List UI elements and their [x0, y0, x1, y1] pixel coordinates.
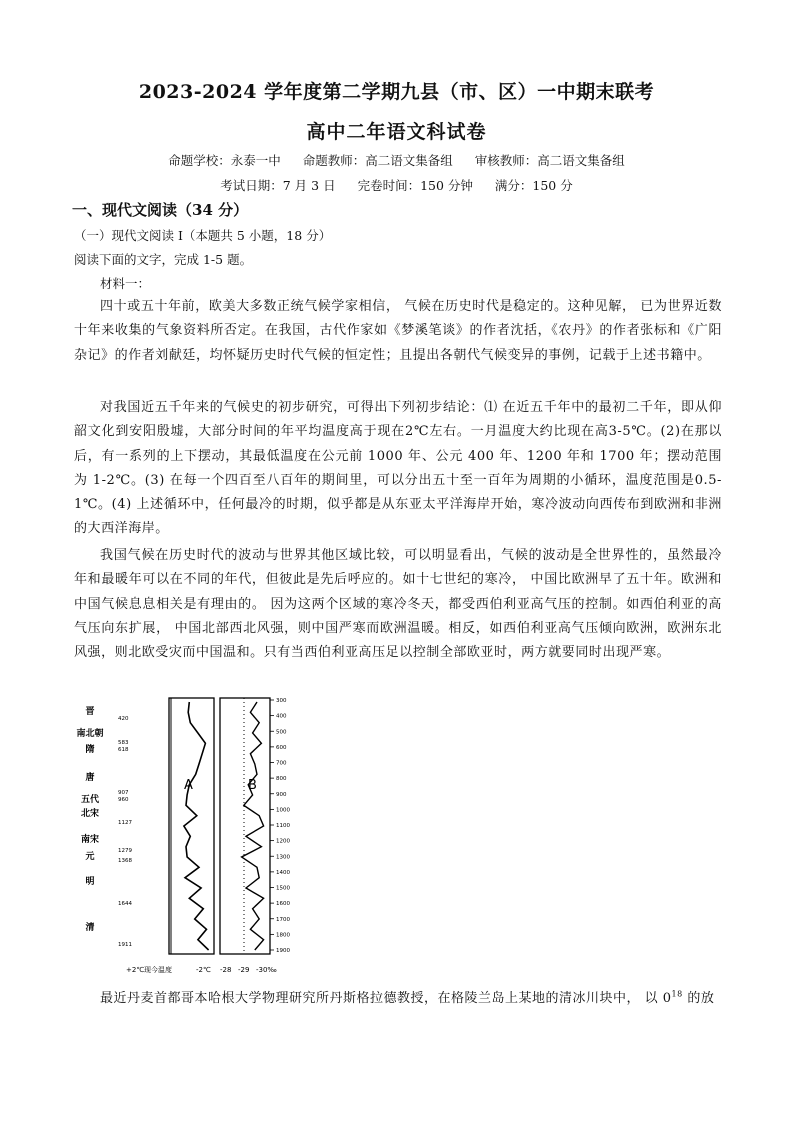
year-tick-left: 420 [118, 716, 129, 722]
series-b-line [242, 702, 264, 950]
label-b: B [248, 778, 257, 793]
year-tick-right: 800 [276, 776, 287, 783]
year-tick-right: 1800 [276, 932, 290, 939]
label-a: A [184, 778, 193, 793]
caption-line [100, 987, 714, 1006]
year-tick-right: 700 [276, 760, 287, 767]
dynasty-label: 元 [85, 852, 95, 862]
year-tick-left: 583 [118, 740, 129, 746]
school-info: 命题学校：永泰一中 [168, 153, 281, 168]
caption-tail: 的放 [682, 991, 715, 1006]
setter-info [0, 151, 793, 169]
exam-score: 满分：150 分 [494, 178, 573, 193]
year-tick-right: 1600 [276, 901, 290, 908]
year-tick-right: 1000 [276, 807, 290, 814]
year-tick-right: 1200 [276, 838, 290, 845]
year-tick-right: 600 [276, 744, 287, 751]
year-tick-right: 1400 [276, 869, 290, 876]
year-tick-left: 1279 [118, 848, 132, 854]
instruction: 阅读下面的文字，完成 1-5 题。 [74, 252, 253, 267]
exam-duration: 完卷时间：150 分钟 [357, 178, 473, 193]
dynasty-label: 北宋 [80, 809, 100, 819]
dynasty-label: 南宋 [80, 835, 100, 845]
xtick-b-1: -28 [220, 966, 232, 974]
year-ticks-left [118, 716, 132, 948]
dynasty-label: 唐 [85, 773, 95, 783]
year-tick-left: 1127 [118, 820, 132, 826]
temperature-chart [74, 694, 304, 976]
xtick-b-2: -29 [238, 966, 250, 974]
year-tick-left: 1368 [118, 858, 132, 864]
xtick-b-3: -30‰ [256, 966, 277, 974]
reviewer-teacher: 审核教师：高二语文集备组 [474, 153, 625, 168]
year-tick-left: 1911 [118, 942, 132, 948]
year-tick-right: 300 [276, 698, 287, 704]
xtick-a-right: -2℃ [196, 966, 211, 974]
year-tick-right: 1900 [276, 948, 290, 954]
dynasty-label: 隋 [85, 745, 95, 755]
caption-text: 最近丹麦首都哥本哈根大学物理研究所丹斯格拉德教授，在格陵兰岛上某地的清冰川块中， 以 0 [100, 991, 672, 1006]
year-tick-right: 1300 [276, 854, 290, 861]
dynasty-label: 晋 [85, 707, 95, 717]
dynasty-label: 清 [85, 923, 95, 933]
year-tick-right: 1100 [276, 823, 290, 829]
dynasty-label: 五代 [80, 795, 100, 805]
year-tick-right: 400 [276, 713, 287, 720]
year-tick-right: 500 [276, 729, 287, 736]
paragraph-2: 对我国近五千年来的气候史的初步研究，可得出下列初步结论：⑴ 在近五千年中的最初二千年，即从仰韶文化到安阳殷墟，大部分时间的年平均温度高于现在2℃左右。一月温度大约比现在高3-5℃。(2)在那以后，有一系列的上下摆动，其最低温度在公元前 1000 年、公元 400 年、1200 年和 1700 年；摆动范围为 1-2℃。(3) 在每一个四百至八百年的期间里，可以分出五十至一百年为周期的小循环，温度范围是0.5-1℃。(4) 上述循环中，任何最冷的时期，似乎都是从东亚太平洋海岸开始，寒冷波动向西传布到欧洲和非洲的大西洋海岸。 [74, 400, 722, 537]
year-tick-right: 1700 [276, 916, 290, 923]
exam-date: 考试日期：7 月 3 日 [220, 178, 336, 193]
subsection-title: （一）现代文阅读 Ⅰ（本题共 5 小题，18 分） [74, 228, 332, 243]
dynasty-labels [76, 705, 103, 933]
setter-teacher: 命题教师：高二语文集备组 [302, 153, 453, 168]
series-a-line [184, 702, 209, 950]
year-tick-right: 1500 [276, 885, 290, 892]
dynasty-label: 南北朝 [76, 729, 104, 739]
caption-sup: 18 [671, 989, 683, 999]
year-tick-left: 1644 [118, 901, 132, 907]
paragraph-3: 我国气候在历史时代的波动与世界其他区域比较，可以明显看出，气候的波动是全世界性的，虽然最冷年和最暖年可以在不同的年代，但彼此是先后呼应的。如十七世纪的寒冷， 中国比欧洲早了五十年。欧洲和中国气候息息相关是有理由的。 因为这两个区域的寒冷冬天，都受西伯利亚高气压的控制。如西伯利亚的高气压向东扩展， 中国北部西北风强，则中国严寒而欧洲温暖。相反，如西伯利亚高气压倾向欧洲，欧洲东北风强，则北欧受灾而中国温和。只有当西伯利亚高压足以控制全部欧亚时，两方就要同时出现严寒。 [74, 548, 722, 661]
year-tick-right: 900 [276, 791, 287, 798]
dynasty-label: 明 [85, 877, 95, 887]
year-tick-left: 618 [118, 747, 129, 753]
xlabel-a: 现今温度 [144, 966, 172, 974]
exam-title: 2023-2024 学年度第二学期九县（市、区）一中期末联考 [138, 81, 655, 103]
year-tick-left: 907 [118, 790, 129, 796]
exam-info [0, 176, 793, 194]
xtick-a-left: +2℃ [126, 966, 145, 974]
year-tick-left: 960 [118, 797, 129, 803]
section-title: 一、现代文阅读（34 分） [72, 201, 249, 219]
material-label: 材料一： [100, 276, 151, 291]
year-ticks-right [270, 698, 290, 954]
panel-a-frame [169, 698, 214, 954]
exam-subtitle: 高中二年语文科试卷 [306, 121, 487, 143]
paragraph-1: 四十或五十年前，欧美大多数正统气候学家相信， 气候在历史时代是稳定的。这种见解， 已为世界近数十年来收集的气象资料所否定。在我国，古代作家如《梦溪笔谈》的作者沈括，《农丹》的作者张标和《广阳杂记》的作者刘献廷，均怀疑历史时代气候的恒定性；且提出各朝代气候变异的事例，记载于上述书籍中。 [74, 299, 722, 363]
